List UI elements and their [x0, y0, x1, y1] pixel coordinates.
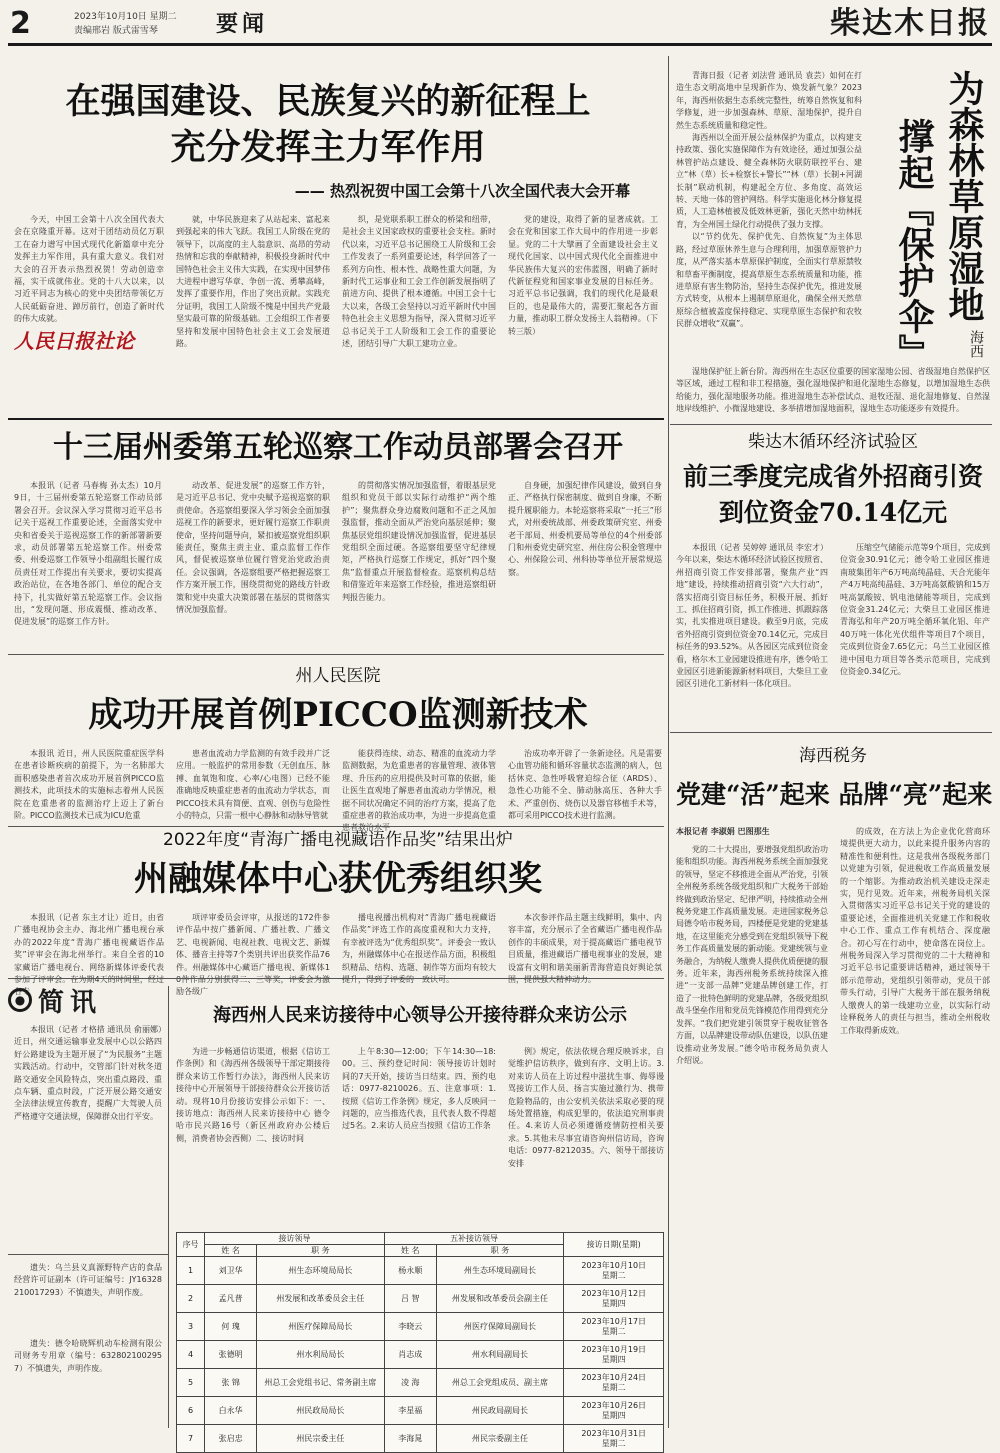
circular-column-1: 本报讯（记者 吴婷婷 通讯员 李宏才）今年以来，柴达木循环经济试验区按照省、州招商引资工作安排部署，聚焦产业“四地”建设，持续推动招商引资“六大行动”，落实招商引资目标任务，积极开展、抓好工、抓住招商引资，抓工作推进、抓跟踪落实，扎实推进项目建设。截至9月底，完成省外招商引资到位资金70.14亿元，完成目标任务的93.52%。从各园区完成到位资金看，格尔木工业园建设推进有序，德令哈工业园区引进新能源新材料项目，大柴旦工业园区引进化工新材料一体化项目。 — [676, 543, 828, 689]
reception-column-2: 上午8:30—12:00；下午14:30—18:00。三、预约登记时间：领导接访计划时间的7天开始，接访当日结束。四、预约电话：0977-8210026。五、注意事项：1.按照《信访工作条例》规定，多人反映同一问题的，应当推选代表，且代表人数不得超过5名。2.来访人员应当按照《信访工作条 — [342, 1047, 496, 1131]
table-row: 6 白永华 州民政局局长 李星福 州民政局副局长 2023年10月26日 星期四 — [177, 1397, 664, 1425]
rule-inspection-bottom — [8, 654, 664, 655]
tax-column-1: 党的二十大提出，要增强党组织政治功能和组织功能。海西州税务系统全面加强党的领导，坚定不移推进全面从严治党，引领全州税务系统各级党组织和广大税务干部始终做到政治坚定、纪律严明，持续推动全州税务党建工作高质量发展。走进国家税务总局德令哈市税务局，四楼便是党建的党建基地，在这里能充分感受到在党组织领导下税务工作高质量发展的新动能。党建统领与业务融合，为纳税人缴费人提供优质便捷的服务。近年来，海西州税务系统持续深入推进“一支部一品牌”党建品牌创建工作，打造了一批特色鲜明的党建品牌，各级党组织战斗堡垒作用和党员先锋模范作用得到充分发挥。“我们把党建引领贯穿于税收征管各方面，以品牌建设带动队伍建设，以队伍建设推动业务发展。”德令哈市税务局负责人介绍说。 — [676, 845, 828, 1065]
tax-title: 党建“活”起来 品牌“亮”起来 — [676, 780, 993, 809]
section-title: 要闻 — [216, 12, 269, 37]
forest-kicker: 海西 — [968, 330, 984, 358]
picco-column-4: 治成功率开辟了一条新途径。凡是需要心血管功能和循环容量状态监测的病人，包括休克、急性呼吸窘迫综合征（ARDS）、急性心功能不全、肺动脉高压、各种大手术、严重创伤、烧伤以及器官移植手术等，都可采用PICCO技术进行监测。 — [508, 749, 662, 821]
forest-body-bottom: 湿地保护征上新台阶。海西州在生态区位重要的国家湿地公园、省级湿地自然保护区等区域，通过工程和非工程措施，强化湿地保护和退化湿地生态修复，以增加湿地生态供给能力，强化湿地服务功能。推进湿地生态补偿试点、退牧还湿、退化湿地修复、自然湿地岸线维护、小微湿地建设、多举措增加湿地面积，湿地生态功能逐步有效提升。 — [676, 367, 990, 414]
table-row: 1 刘卫华 州生态环境局局长 杨永顺 州生态环境局副局长 2023年10月10日 星期二 — [177, 1257, 664, 1285]
reception-column-3: 例》规定，依法依规合理反映诉求，自觉维护信访秩序，做到有序、文明上访。3.对来访人员在上访过程中滋扰生事、侮辱谩骂接访工作人员、扬言实施过激行为、携带危险物品的，由公安机关依法采取必要的现场处置措施，构成犯罪的，依法追究刑事责任。4.来访人员必须遵循疫情防控相关要求。5.其他未尽事宜请咨询州信访局，咨询电话：0977-8212035。六、领导干部接访安排 — [508, 1047, 664, 1168]
picco-column-2: 患者血流动力学监测的有效手段并广泛应用。一般监护的常用参数（无创血压、脉搏、血氧饱和度、心率/心电图）已经不能准确地反映重症患者的血流动力学状态，而PICCO技术具有简便、直观、创伤与危险性小的特点，只需一根中心静脉和动脉导管就 — [176, 749, 330, 821]
lead-column-2: 就，中华民族迎来了从站起来、富起来到强起来的伟大飞跃。我国工人阶级在党的领导下，以高度的主人翁意识、高昂的劳动热情和忘我的奉献精神，积极投身新时代中国特色社会主义伟大实践，在实现中国梦伟大进程中谱写华章、争创一流、勇攀高峰，发挥了重要作用，作出了突出贡献。实践充分证明，我国工人阶级不愧是中国共产党最坚实最可靠的阶级基础。工会组织工作者要坚持和发展中国特色社会主义工会发展道路。 — [176, 215, 330, 349]
masthead — [8, 6, 992, 46]
header-name: 姓 名 — [205, 1245, 257, 1257]
lead-column-1: 今天，中国工会第十八次全国代表大会在京隆重开幕。这对于团结动员亿万职工在奋力谱写中国式现代化新篇章中充分发挥主力军作用，具有重大意义。我们对大会的召开表示热烈祝贺！劳动创造幸福，实干成就伟业。党的十八大以来，以习近平同志为核心的党中央团结带领亿万人民砥砺奋进、踔厉前行，创造了新时代的伟大成就。 — [14, 215, 164, 324]
table-row: 5 张 锦 州总工会党组书记、常务副主席 凌 海 州总工会党组成员、副主席 2023年10月24日 星期二 — [177, 1369, 664, 1397]
table-row: 2 孟凡普 州发展和改革委员会主任 吕 智 州发展和改革委员会副主任 2023年10月12日 星期四 — [177, 1285, 664, 1313]
rule-notices — [8, 1254, 168, 1255]
picco-column-3: 能获得连续、动态、精准的血流动力学监测数据，为危重患者的容量管理、液体管理、升压药的应用提供及时可靠的依据，能让医生直观地了解患者血流动力学情况，根据不同状况确定不同的治疗方案，提高了危重症患者的救治成功率，为进一步提高危重患者救治水平 — [342, 749, 496, 833]
forest-title-part2: 撑起『保护伞』 — [893, 118, 935, 370]
issue-meta — [74, 10, 177, 38]
header-post: 职 务 — [257, 1245, 385, 1257]
table-row: 7 张启忠 州民宗委主任 李海晁 州民宗委副主任 2023年10月31日 星期二 — [177, 1425, 664, 1453]
forest-title-part1: 为森林草原湿地 — [943, 70, 985, 322]
rule-forest-bottom — [670, 424, 992, 425]
rule-briefs-column — [168, 986, 169, 1428]
briefs-circle-icon: ● — [8, 988, 32, 1012]
inspection-column-3: 的贯彻落实情况加强监督，着眼基层党组织和党员干部以实际行动维护“两个维护”；聚焦群众身边腐败问题和不正之风加强监督，推动全面从严治党向基层延伸；聚焦基层党组织建设情况加强监督，促进基层党组织全面过硬。各巡察组要坚守纪律规矩，严格执行巡察工作规定，抓好“四个聚焦”监督重点开展监督检查。巡察机构总结和借鉴近年来巡察工作经验，推进巡察组研判报告能力。 — [342, 481, 496, 602]
rule-media-bottom — [8, 978, 664, 979]
reception-duty-table — [176, 1232, 664, 1453]
forest-body: 青海日报（记者 刘法营 通讯员 袁芸）如何在打造生态文明高地中呈现新作为、焕发新气象？2023年，海西州依据生态系统完整性，统筹自然恢复和科学修复，进一步加强森林、草原、湿地保护，提升自然生态系统质量和稳定性。 海西州以全面开展公益林保护为重点，以构建支持政策、强化实施保障作为有效途径，通过加强公益林管护站点建设、健全森林防火联防联控平台、建立“林（草）长+检察长+警长”“林（草）长制+河湖长制”联动机制，构建起全方位、多角度、高效运转、天地一体的管护网络。科学实施退化林分修复提质，人工造林植被及低效林更新，强化天然中幼林抚育，为全州国土绿化行动提供了强力支撑。 以“节约优先、保护优先、自然恢复”为主体思路，经过草原休养生息与合理利用，加强草原管护力度，从严落实基本草原保护制度，全面实行草原禁牧和草畜平衡制度，提高草原生态系统质量和功能，推进草原有害生物防治，坚持生态保护优先，推进发展方式转变，从根本上遏制草原退化，确保全州天然草原综合植被盖度保持稳定、实现草原生态保护和农牧民群众增收“双赢”。 — [676, 71, 862, 329]
peoples-daily-editorial-logo: 人民日报社论 — [14, 329, 134, 353]
briefs-body: 本报讯（记者 才格措 通讯员 俞丽娜）近日，州交通运输事业发展中心以公路四好公路建设为主题开展了“为民服务”主题实践活动。行动中，交管部门针对秋冬道路交通安全风险特点，突出重点路段、重点车辆、重点时段，广泛开展公路交通安全法律法规宣传教育，提醒广大驾驶人员严格遵守交通法规，保障群众出行平安。 — [14, 1025, 162, 1121]
newspaper-brand: 柴达木日报 — [830, 6, 990, 41]
picco-column-1: 本报讯 近日，州人民医院重症医学科在患者诊断疾病的前提下，为一名肺部大面积感染患者首次成功开展首例PICCO监测技术，此项技术的实施标志着州人民医院在危重患者的监测治疗上迈上了新台阶。PICCO监测技术已成为ICU危重 — [14, 749, 164, 821]
circular-kicker: 柴达木循环经济试验区 — [748, 432, 918, 452]
table-header-row — [177, 1233, 664, 1245]
issue-editors: 责编邢岩 版式雷雪琴 — [74, 26, 158, 36]
media-kicker: 2022年度“青海广播电视藏语作品奖”结果出炉 — [163, 830, 513, 850]
header-backup-name: 姓 名 — [384, 1245, 436, 1257]
circular-column-2: 压缩空气储能示范等9个项目，完成到位资金30.91亿元；德令哈工业园区推进南玻集团年产6万吨高纯晶硅、天合光能年产4万吨高纯晶硅、3万吨高氨酸钠和15万吨高氯酸铵、钒电池储能等项目，完成到位资金31.24亿元；大柴旦工业园区推进青海弘和年产20万吨全循环氧化铝、年产40万吨一体化光伏组件等项目7个项目，完成到位资金7.65亿元；乌兰工业园区推进中国电力项目等各类示范项目，完成到位资金0.34亿元。 — [840, 543, 990, 677]
tax-column-2: 的成效，在方法上为企业优化营商环境提供更大动力，以此来提升服务内容的精准性和便利性。这是我州各级税务部门以党建为引领，促进税收工作高质量发展的一个缩影。为推动政治机关建设走深走实，见行见效。近年来，州税务局机关深入贯彻落实习近平总书记关于党的建设的重要论述，全面推进机关党建工作和税收中心工作、重点工作有机结合、深度融合。初心写在行动中，使命落在岗位上。州税务局深入学习贯彻党的二十大精神和习近平总书记重要讲话精神，通过领导干部示范带动，党组织引领带动，党员干部带头行动，引导广大税务干部在服务纳税人缴费人的第一线建功立业，以实际行动诠释税务人的责任与担当，推动全州税收工作取得新成效。 — [840, 827, 990, 1035]
tax-byline: 本报记者 李淑娟 巴图那生 — [676, 827, 770, 836]
table-row: 3 何 瑰 州医疗保障局局长 李晓云 州医疗保障局副局长 2023年10月17日 星期二 — [177, 1313, 664, 1341]
header-backup-post: 职 务 — [436, 1245, 564, 1257]
lead-title-line1: 在强国建设、民族复兴的新征程上 — [65, 81, 591, 122]
rule-circular-bottom — [670, 732, 992, 733]
header-receiver: 接访领导 — [205, 1233, 385, 1245]
inspection-title: 十三届州委第五轮巡察工作动员部署会召开 — [53, 430, 623, 465]
picco-title: 成功开展首例PICCO监测新技术 — [88, 695, 588, 735]
lead-subtitle: —— 热烈祝贺中国工会第十八次全国代表大会开幕 — [294, 182, 630, 200]
media-column-2: 项评审委员会评审，从报送的172件参评作品中按广播新闻、广播社教、广播文艺、电视新闻、电视社教、电视文艺、新媒体、播音主持等7个类别共评出获奖作品76件。州融媒体中心藏语广播电视、新媒体10件作品分别获得二、三等奖，评委会为激励各级广 — [176, 913, 330, 997]
notice-2: 遗失：德令哈晓辉机动车检测有限公司财务专用章（编号：6328021002957）不慎遗失，声明作废。 — [14, 1339, 162, 1373]
circular-title-line2: 到位资金70.14亿元 — [718, 498, 948, 527]
circular-title-line1: 前三季度完成省外招商引资 — [682, 462, 983, 491]
lead-column-3: 织，是党联系职工群众的桥梁和纽带，是社会主义国家政权的重要社会支柱。新时代以来，习近平总书记围绕工人阶级和工会工作发表了一系列重要论述，科学回答了一系列方向性、根本性、战略性重大问题，为新时代工运事业和工会工作创新发展指明了前进方向、提供了根本遵循。中国工会十七大以来，各级工会坚持以习近平新时代中国特色社会主义思想为指导，深入贯彻习近平总书记关于工人阶级和工会工作的重要论述，团结引导广大职工建功立业。 — [342, 215, 496, 349]
reception-title: 海西州人民来访接待中心领导公开接待群众来访公示 — [213, 1005, 627, 1026]
table-row: 4 张德明 州水利局局长 肖志成 州水利局副局长 2023年10月19日 星期四 — [177, 1341, 664, 1369]
media-column-3: 播电视播出机构对“青海广播电视藏语作品奖”评选工作的高度重视和大力支持，有幸被评选为“优秀组织奖”。评委会一致认为，州融媒体中心在报送作品方面，积极组织精品、结构、选题、制作等方面均有较大提升，得到了评委的一致认可。 — [342, 913, 496, 985]
briefs-heading: 简讯 — [38, 987, 103, 1018]
inspection-column-2: 动改革、促进发展”的巡察工作方针，是习近平总书记、党中央赋予巡视巡察的职责使命。各巡察组要深入学习领会全面加强巡视工作的新要求，更好履行巡察工作职责使命，坚持问题导向，紧扣被巡察党组织职能责任，聚焦主责主业、重点监督工作作风，督促被巡察单位履行管党治党政治责任。会议强调，各巡察组要严格把握巡察工作方案开展工作，围绕贯彻党的路线方针政策和党中央重大决策部署在基层的贯彻落实情况加强监督。 — [176, 481, 330, 615]
page-number: 2 — [10, 6, 31, 41]
header-time: 接访日期(星期) — [564, 1233, 664, 1257]
inspection-column-4: 自身硬，加强纪律作风建设，做到自身正、严格执行保密制度、做到自身廉，不断提升履职能力。本轮巡察将采取“一托三”形式，对州委统战部、州委政策研究室、州委老干部局、州委机要局等单位的4个州委部门和州委党史研究室、州住房公积金管理中心、州保险公司、州科协等单位开展常规巡察。 — [508, 481, 662, 577]
reception-column-1: 为进一步畅通信访渠道，根据《信访工作条例》和《海西州各级领导干部定期接待群众来访工作暂行办法》，海西州人民来访接待中心开展领导干部接待群众公开接访活动。现将10月份接访安排公示如下：一、接访地点：海西州人民来访接待中心 德令哈市民兴路16号（新区州政府办公楼后侧，消费者协会西侧）二、接访时间 — [176, 1047, 330, 1143]
rule-lead-bottom — [8, 418, 664, 420]
media-title: 州融媒体中心获优秀组织奖 — [134, 859, 542, 899]
header-seq: 序号 — [177, 1233, 205, 1257]
inspection-column-1: 本报讯（记者 马春梅 孙太杰）10月9日，十三届州委第五轮巡察工作动员部署会召开。会议深入学习贯彻习近平总书记关于巡视工作重要论述，全面落实党中央和省委关于巡视巡察工作的新部署新要求，动员部署第五轮巡察工作。州委常委、州委巡察工作领导小组副组长履行成员责任对工作提出有关要求，要切实提高政治站位，在各地各部门、单位的配合支持下，扎实做好第五轮巡察工作。会议指出，“发现问题、形成震慑、推动改革、促进发展”的巡察工作方针。 — [14, 481, 162, 627]
media-column-4: 本次参评作品主题主线鲜明，集中、内容丰富，充分展示了全省藏语广播电视作品创作的丰硕成果，对于提高藏语广播电视节目质量，推进藏语广播电视事业的发展，建设富有文明和谐美丽新青海营造良好舆论氛围，提供强大精神动力。 — [508, 913, 662, 985]
issue-date: 2023年10月10日 星期二 — [74, 12, 177, 22]
tax-kicker: 海西税务 — [799, 746, 867, 766]
lead-column-4: 党的建设，取得了新的显著成就。工会在党和国家工作大局中的作用进一步彰显。党的二十大擘画了全面建设社会主义现代化国家、以中国式现代化全面推进中华民族伟大复兴的宏伟蓝图，明确了新时代新征程党和国家事业发展的目标任务。习近平总书记强调，我们的现代化是最艰巨的，也是最伟大的，需要汇聚起各方面力量，推动职工群众发扬主人翁精神。（下转三版） — [508, 215, 658, 336]
header-backup: 五补接访领导 — [384, 1233, 564, 1245]
lead-title-line2: 充分发挥主力军作用 — [170, 127, 486, 168]
picco-kicker: 州人民医院 — [295, 666, 381, 686]
rule-right-column — [668, 56, 669, 1428]
media-column-1: 本报讯（记者 东主才让）近日，由省广播电视协会主办、海北州广播电视台承办的2022年度“青海广播电视藏语作品奖”评审会在海北州举行。来自全省的10家藏语广播电视台、网络新媒体评委代表参加了评审会。在为期4天的时间里，经过各专 — [14, 913, 164, 997]
rule-picco-bottom — [8, 826, 664, 827]
notice-1: 遗失：乌兰县义真源野特产店的食品经营许可证副本（许可证编号：JY16328210017293）不慎遗失，声明作废。 — [14, 1263, 162, 1297]
briefs-header — [8, 982, 158, 1018]
